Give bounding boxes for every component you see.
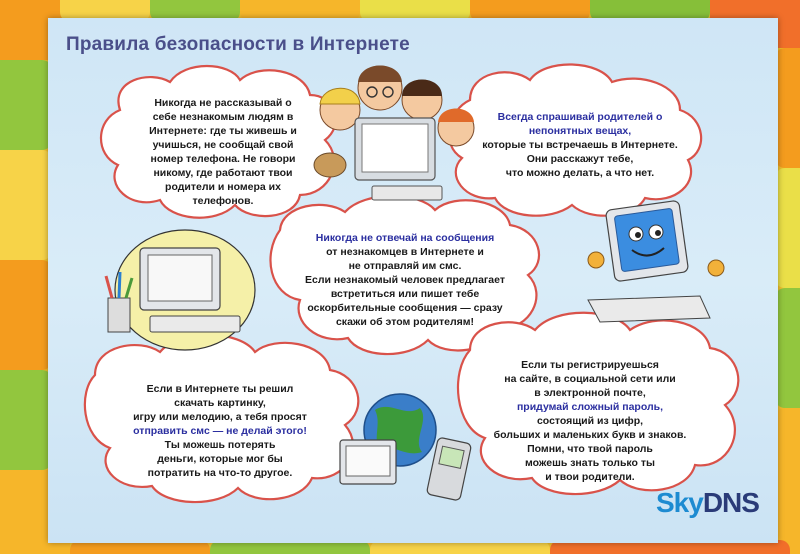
cloud-line: больших и маленьких букв и знаков. (493, 429, 687, 441)
cloud-line: Если в Интернете ты решил (146, 383, 294, 395)
cloud-line: оскорбительные сообщения — сразу (307, 302, 503, 314)
cloud-line: Никогда не отвечай на сообщения (315, 232, 495, 244)
cloud-line: и твои родители. (545, 471, 635, 483)
cloud-line: потратить на что-то другое. (147, 467, 293, 479)
smiling-computer-illustration (588, 200, 724, 322)
cloud-line: Ты можешь потерять (164, 439, 276, 451)
cloud-line: от незнакомцев в Интернете и (326, 246, 484, 258)
cloud-line: скачать картинку, (174, 397, 266, 409)
cloud-line: себе незнакомым людям в (152, 111, 294, 123)
cloud-line: отправить смс — не делай этого! (133, 425, 307, 437)
cloud-text-top-left (128, 96, 318, 208)
cloud-line: Если ты регистрируешься (521, 359, 659, 371)
cloud-line: Они расскажут тебе, (526, 153, 634, 165)
logo-part-sky: Sky (656, 487, 703, 518)
cloud-line: деньги, которые мог бы (157, 453, 283, 465)
cloud-line: что можно делать, а что нет. (505, 167, 655, 179)
cloud-line: Никогда не рассказывай о (154, 97, 292, 109)
cloud-line: Если незнакомый человек предлагает (304, 274, 505, 286)
cloud-text-bottom-left (100, 382, 340, 480)
cloud-line: которые ты встречаешь в Интернете. (482, 139, 678, 151)
cloud-line: состоящий из цифр, (536, 415, 644, 427)
cloud-line: Помни, что твой пароль (527, 443, 653, 455)
cloud-line: Всегда спрашивай родителей о (497, 111, 663, 123)
skydns-logo (656, 487, 759, 519)
cloud-line: Интернете: где ты живешь и (149, 125, 297, 137)
cloud-line: на сайте, в социальной сети или (504, 373, 676, 385)
computer-with-pencils-illustration (106, 230, 255, 350)
cloud-line: игру или мелодию, а тебя просят (133, 411, 307, 423)
kids-with-computer-illustration (314, 66, 474, 201)
cloud-line: учишься, не сообщай свой (152, 139, 294, 151)
cloud-line: родители и номера их (165, 181, 281, 193)
cloud-text-top-right (470, 110, 690, 180)
cloud-line: можешь знать только ты (525, 457, 655, 469)
logo-part-dns: DNS (702, 487, 759, 518)
cloud-line: скажи об этом родителям! (335, 316, 475, 328)
page-title: Правила безопасности в Интернете (66, 34, 410, 55)
cloud-text-bottom-right (470, 358, 710, 484)
cloud-line: телефонов. (192, 195, 254, 207)
cloud-line: придумай сложный пароль, (516, 401, 664, 413)
cloud-line: никому, где работают твои (153, 167, 293, 179)
cloud-line: в электронной почте, (534, 387, 646, 399)
globe-with-devices-illustration (340, 394, 472, 501)
cloud-line: не отправляй им смс. (348, 260, 462, 272)
cloud-line: непонятных вещах, (528, 125, 632, 137)
cloud-text-middle (285, 231, 525, 329)
cloud-line: номер телефона. Не говори (150, 153, 296, 165)
cloud-line: встретиться или пишет тебе (330, 288, 480, 300)
